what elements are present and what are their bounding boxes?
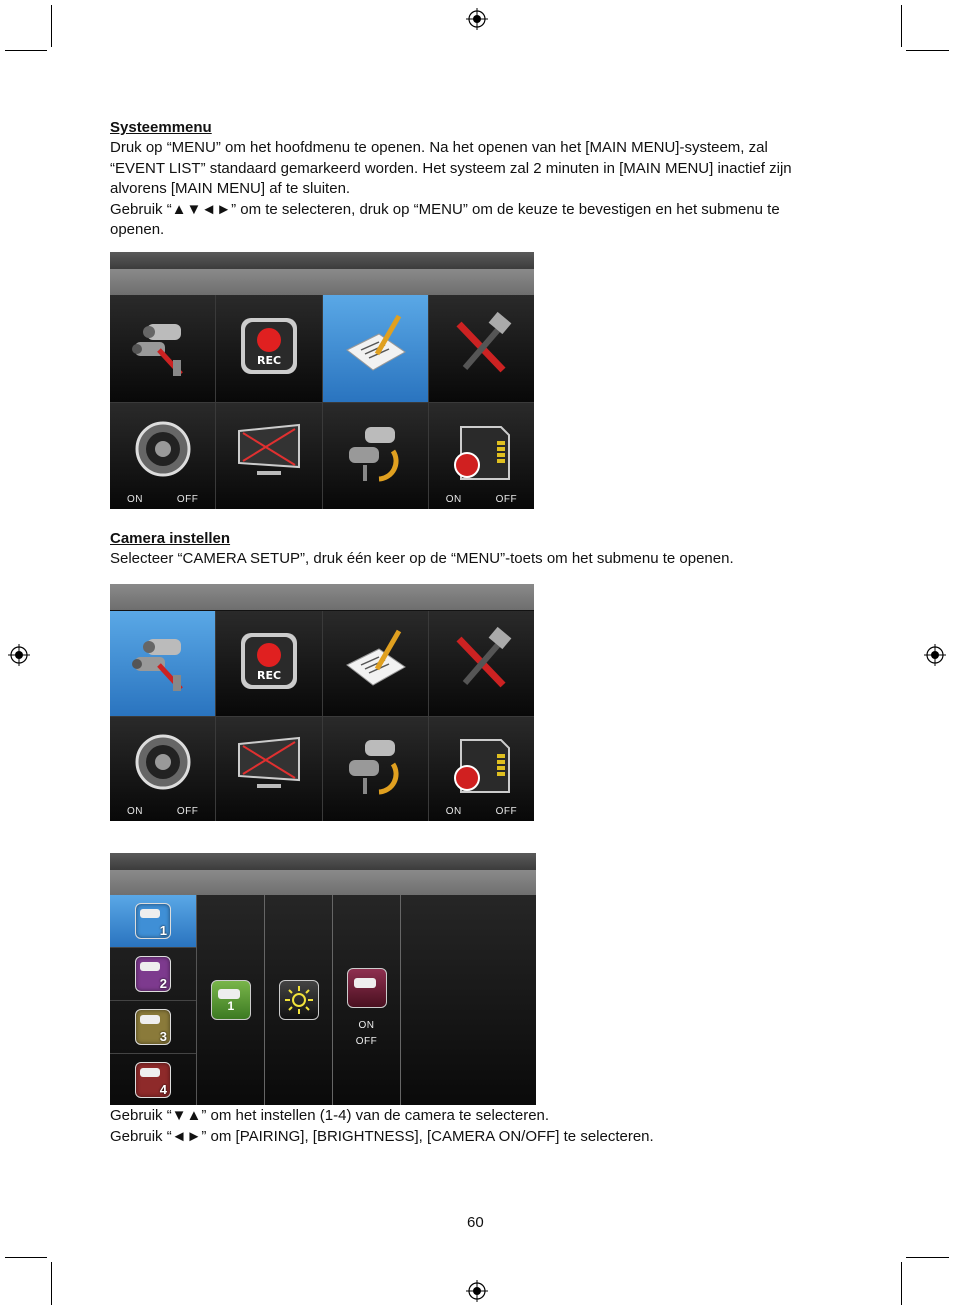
off-label[interactable]: OFF (495, 806, 518, 817)
menu-item-tv-screen[interactable] (216, 403, 321, 510)
event-list-icon (339, 310, 411, 387)
main-menu-screen-camera-setup (110, 584, 534, 821)
page-number: 60 (467, 1214, 484, 1231)
section-heading-systeemmenu: Systeemmenu (110, 119, 212, 136)
tv-screen-icon (233, 417, 305, 494)
menu-item-sd-card[interactable] (429, 403, 534, 510)
menu-item-sd-card[interactable] (429, 717, 534, 822)
event-list-icon (339, 625, 411, 702)
camera-item-3[interactable] (110, 1001, 196, 1054)
on-label[interactable]: ON (445, 494, 462, 505)
menu-item-camera-scan[interactable] (323, 717, 428, 822)
main-menu-screen (110, 252, 534, 509)
camera-item-4[interactable] (110, 1054, 196, 1105)
section-text (110, 138, 870, 241)
text-line: Druk op “MENU” om het hoofdmenu te openen. Na het openen van het [MAIN MENU]-systeem, zal (110, 139, 768, 156)
camera-list (110, 895, 197, 1105)
off-label[interactable]: OFF (176, 494, 199, 505)
on-label[interactable]: ON (445, 806, 462, 817)
off-label[interactable]: OFF (176, 806, 199, 817)
brightness-icon[interactable] (279, 980, 319, 1020)
camera-item-1[interactable] (110, 895, 196, 948)
camera-number: 2 (159, 976, 167, 991)
svg-text:REC: REC (256, 668, 281, 682)
menu-item-rec[interactable] (216, 295, 321, 402)
onoff-labels (429, 494, 534, 505)
menu-item-tools[interactable] (429, 611, 534, 716)
camera-number: 4 (159, 1082, 167, 1097)
camera-icon (135, 956, 171, 992)
camera-onoff-icon[interactable] (347, 968, 387, 1008)
camera-icon (135, 1062, 171, 1098)
menu-item-camera-scan[interactable] (323, 403, 428, 510)
off-label: OFF (355, 1036, 378, 1047)
tools-icon (445, 625, 517, 702)
text-line: “EVENT LIST” standaard gemarkeerd worden. Het systeem zal 2 minuten in [MAIN MENU] inactief zijn (110, 159, 792, 177)
camera-scan-icon (339, 730, 411, 807)
text-line: Gebruik “▲▼◄►” om te selecteren, druk op “MENU” om de keuze te bevestigen en het submenu te (110, 200, 780, 218)
camera-icon (135, 1009, 171, 1045)
camera-onoff-column[interactable] (333, 895, 401, 1105)
onoff-labels (356, 1018, 378, 1050)
onoff-labels (110, 494, 215, 505)
camera-setup-icon (127, 310, 199, 387)
crop-mark (51, 1262, 52, 1305)
crop-mark (906, 1257, 949, 1258)
text-line: Gebruik “▼▲” om het instellen (1-4) van de camera te selecteren. (110, 1107, 550, 1124)
camera-item-2[interactable] (110, 948, 196, 1001)
crop-mark (906, 50, 949, 51)
text-line: openen. (110, 221, 165, 238)
off-label[interactable]: OFF (495, 494, 518, 505)
speaker-icon (127, 417, 199, 494)
camera-setup-screen (110, 853, 536, 1105)
empty-panel (401, 895, 536, 1105)
sub-bar (110, 269, 534, 295)
camera-scan-icon (339, 417, 411, 494)
menu-item-tv-screen[interactable] (216, 717, 321, 822)
text-line: alvorens [MAIN MENU] af te sluiten. (110, 180, 351, 197)
on-label: ON (358, 1020, 375, 1031)
registration-mark-icon (466, 8, 488, 30)
menu-item-event-list[interactable] (323, 295, 428, 402)
on-label[interactable]: ON (126, 494, 143, 505)
brightness-column[interactable] (265, 895, 333, 1105)
svg-text:REC: REC (256, 353, 281, 367)
crop-mark (901, 5, 902, 47)
pairing-column[interactable] (197, 895, 265, 1105)
sub-bar (110, 870, 536, 896)
menu-item-speaker[interactable] (110, 717, 215, 822)
rec-icon (233, 625, 305, 702)
menu-item-speaker[interactable] (110, 403, 215, 510)
text-line: Gebruik “◄►” om [PAIRING], [BRIGHTNESS], [CAMERA ON/OFF] te selecteren. (110, 1127, 654, 1145)
section-heading-camera-instellen: Camera instellen (110, 530, 231, 547)
registration-mark-icon (8, 644, 30, 666)
rec-icon (233, 310, 305, 387)
onoff-labels (110, 806, 215, 817)
menu-grid (110, 611, 534, 821)
camera-number: 1 (159, 923, 167, 938)
crop-mark (5, 50, 47, 51)
sd-card-icon (445, 417, 517, 494)
crop-mark (5, 1257, 47, 1258)
title-bar (110, 853, 536, 870)
camera-number: 3 (159, 1029, 167, 1044)
crop-mark (51, 5, 52, 47)
on-label[interactable]: ON (126, 806, 143, 817)
tools-icon (445, 310, 517, 387)
menu-item-event-list[interactable] (323, 611, 428, 716)
tv-screen-icon (233, 730, 305, 807)
camera-icon (135, 903, 171, 939)
pairing-icon[interactable]: 1 (211, 980, 251, 1020)
menu-item-camera-setup[interactable] (110, 611, 215, 716)
menu-item-rec[interactable] (216, 611, 321, 716)
menu-grid (110, 295, 534, 509)
registration-mark-icon (924, 644, 946, 666)
title-bar (110, 252, 534, 269)
sub-bar (110, 584, 534, 610)
onoff-labels (429, 806, 534, 817)
registration-mark-icon (466, 1280, 488, 1302)
menu-item-tools[interactable] (429, 295, 534, 402)
crop-mark (901, 1262, 902, 1305)
speaker-icon (127, 730, 199, 807)
section-text: Selecteer “CAMERA SETUP”, druk één keer op de “MENU”-toets om het submenu te openen. (110, 550, 734, 567)
menu-item-camera-setup[interactable] (110, 295, 215, 402)
section-text (110, 1106, 870, 1147)
camera-setup-icon (127, 625, 199, 702)
sd-card-icon (445, 730, 517, 807)
